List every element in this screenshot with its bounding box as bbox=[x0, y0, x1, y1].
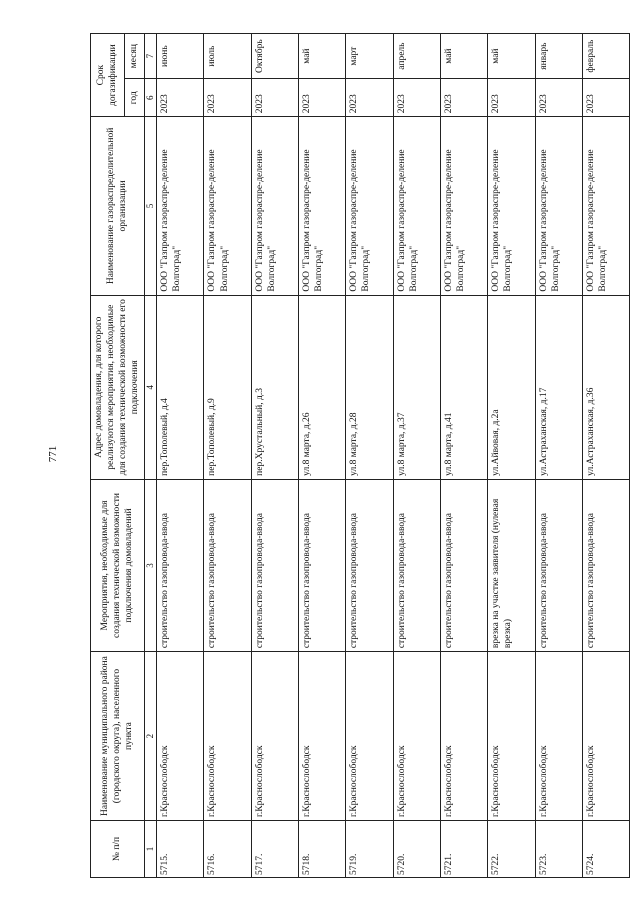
address-cell: ул.8 марта, д.41 bbox=[440, 295, 487, 479]
column-number: 1 bbox=[144, 820, 157, 877]
address-cell: ул.8 марта, д.26 bbox=[299, 295, 346, 479]
district-cell: г.Краснослободск bbox=[204, 652, 251, 821]
table-row bbox=[346, 34, 393, 878]
column-number: 3 bbox=[144, 479, 157, 651]
row-number: 5717. bbox=[251, 820, 298, 877]
month-cell: июнь bbox=[157, 34, 204, 79]
header-deadline: Срок догазификации bbox=[91, 34, 125, 117]
year-cell: 2023 bbox=[582, 79, 629, 117]
year-cell: 2023 bbox=[346, 79, 393, 117]
year-cell: 2023 bbox=[488, 79, 535, 117]
table-row bbox=[535, 34, 582, 878]
table-row bbox=[488, 34, 535, 878]
row-number: 5721. bbox=[440, 820, 487, 877]
column-number: 6 bbox=[144, 79, 157, 117]
month-cell: май bbox=[440, 34, 487, 79]
district-cell: г.Краснослободск bbox=[488, 652, 535, 821]
measures-cell: врезка на участке заявителя (нулевая врезка) bbox=[488, 479, 535, 651]
column-number: 4 bbox=[144, 295, 157, 479]
organization-cell: ООО "Газпром газораспре-деление Волгоград" bbox=[488, 117, 535, 295]
header-month: месяц bbox=[124, 34, 144, 79]
district-cell: г.Краснослободск bbox=[582, 652, 629, 821]
district-cell: г.Краснослободск bbox=[535, 652, 582, 821]
row-number: 5722. bbox=[488, 820, 535, 877]
month-cell: апрель bbox=[393, 34, 440, 79]
address-cell: ул.Астраханская, д.17 bbox=[535, 295, 582, 479]
row-number: 5715. bbox=[157, 820, 204, 877]
measures-cell: строительство газопровода-ввода bbox=[440, 479, 487, 651]
measures-cell: строительство газопровода-ввода bbox=[582, 479, 629, 651]
year-cell: 2023 bbox=[157, 79, 204, 117]
gasification-table bbox=[90, 33, 630, 878]
measures-cell: строительство газопровода-ввода bbox=[157, 479, 204, 651]
organization-cell: ООО "Газпром газораспре-деление Волгоград" bbox=[251, 117, 298, 295]
address-cell: ул.8 марта, д.37 bbox=[393, 295, 440, 479]
row-number: 5723. bbox=[535, 820, 582, 877]
header-year: год bbox=[124, 79, 144, 117]
address-cell: пер.Тополевый, д.9 bbox=[204, 295, 251, 479]
month-cell: март bbox=[346, 34, 393, 79]
organization-cell: ООО "Газпром газораспре-деление Волгоград" bbox=[157, 117, 204, 295]
row-number: 5716. bbox=[204, 820, 251, 877]
address-cell: ул.Айвовая, д.2а bbox=[488, 295, 535, 479]
month-cell: Октябрь bbox=[251, 34, 298, 79]
month-cell: май bbox=[299, 34, 346, 79]
year-cell: 2023 bbox=[299, 79, 346, 117]
district-cell: г.Краснослободск bbox=[251, 652, 298, 821]
address-cell: ул.Астраханская, д.36 bbox=[582, 295, 629, 479]
address-cell: пер.Хрустальный, д.3 bbox=[251, 295, 298, 479]
row-number: 5719. bbox=[346, 820, 393, 877]
measures-cell: строительство газопровода-ввода bbox=[393, 479, 440, 651]
measures-cell: строительство газопровода-ввода bbox=[299, 479, 346, 651]
address-cell: пер.Тополевый, д.4 bbox=[157, 295, 204, 479]
measures-cell: строительство газопровода-ввода bbox=[204, 479, 251, 651]
header-district: Наименование муниципального района (городского округа), населенного пункта bbox=[91, 652, 145, 821]
row-number: 5718. bbox=[299, 820, 346, 877]
organization-cell: ООО "Газпром газораспре-деление Волгоград" bbox=[582, 117, 629, 295]
table-row bbox=[440, 34, 487, 878]
header-num: № п/п bbox=[91, 820, 145, 877]
organization-cell: ООО "Газпром газораспре-деление Волгоград" bbox=[204, 117, 251, 295]
measures-cell: строительство газопровода-ввода bbox=[535, 479, 582, 651]
table-body bbox=[157, 34, 630, 878]
column-number-row bbox=[144, 34, 157, 878]
year-cell: 2023 bbox=[535, 79, 582, 117]
year-cell: 2023 bbox=[440, 79, 487, 117]
table-row bbox=[393, 34, 440, 878]
organization-cell: ООО "Газпром газораспре-деление Волгоград" bbox=[440, 117, 487, 295]
month-cell: июль bbox=[204, 34, 251, 79]
measures-cell: строительство газопровода-ввода bbox=[346, 479, 393, 651]
district-cell: г.Краснослободск bbox=[346, 652, 393, 821]
year-cell: 2023 bbox=[251, 79, 298, 117]
year-cell: 2023 bbox=[393, 79, 440, 117]
district-cell: г.Краснослободск bbox=[299, 652, 346, 821]
row-number: 5724. bbox=[582, 820, 629, 877]
table-row bbox=[204, 34, 251, 878]
table-row bbox=[251, 34, 298, 878]
table-row bbox=[582, 34, 629, 878]
district-cell: г.Краснослободск bbox=[157, 652, 204, 821]
header-address: Адрес домовладения, для которого реализуются мероприятия, необходимые для создания технической возможности его подключения bbox=[91, 295, 145, 479]
row-number: 5720. bbox=[393, 820, 440, 877]
month-cell: май bbox=[488, 34, 535, 79]
address-cell: ул.8 марта, д.28 bbox=[346, 295, 393, 479]
month-cell: январь bbox=[535, 34, 582, 79]
organization-cell: ООО "Газпром газораспре-деление Волгоград" bbox=[393, 117, 440, 295]
column-number: 5 bbox=[144, 117, 157, 295]
organization-cell: ООО "Газпром газораспре-деление Волгоград" bbox=[346, 117, 393, 295]
column-number: 2 bbox=[144, 652, 157, 821]
table-header bbox=[91, 34, 157, 878]
rotated-table-container bbox=[90, 33, 623, 878]
district-cell: г.Краснослободск bbox=[393, 652, 440, 821]
table-row bbox=[157, 34, 204, 878]
organization-cell: ООО "Газпром газораспре-деление Волгоград" bbox=[535, 117, 582, 295]
table-row bbox=[299, 34, 346, 878]
organization-cell: ООО "Газпром газораспре-деление Волгоград" bbox=[299, 117, 346, 295]
column-number: 7 bbox=[144, 34, 157, 79]
header-organization: Наименование газораспределительной организации bbox=[91, 117, 145, 295]
measures-cell: строительство газопровода-ввода bbox=[251, 479, 298, 651]
header-measures: Мероприятия, необходимые для создания технической возможности подключения домовладений bbox=[91, 479, 145, 651]
month-cell: февраль bbox=[582, 34, 629, 79]
year-cell: 2023 bbox=[204, 79, 251, 117]
district-cell: г.Краснослободск bbox=[440, 652, 487, 821]
page-number: 771 bbox=[47, 445, 59, 463]
